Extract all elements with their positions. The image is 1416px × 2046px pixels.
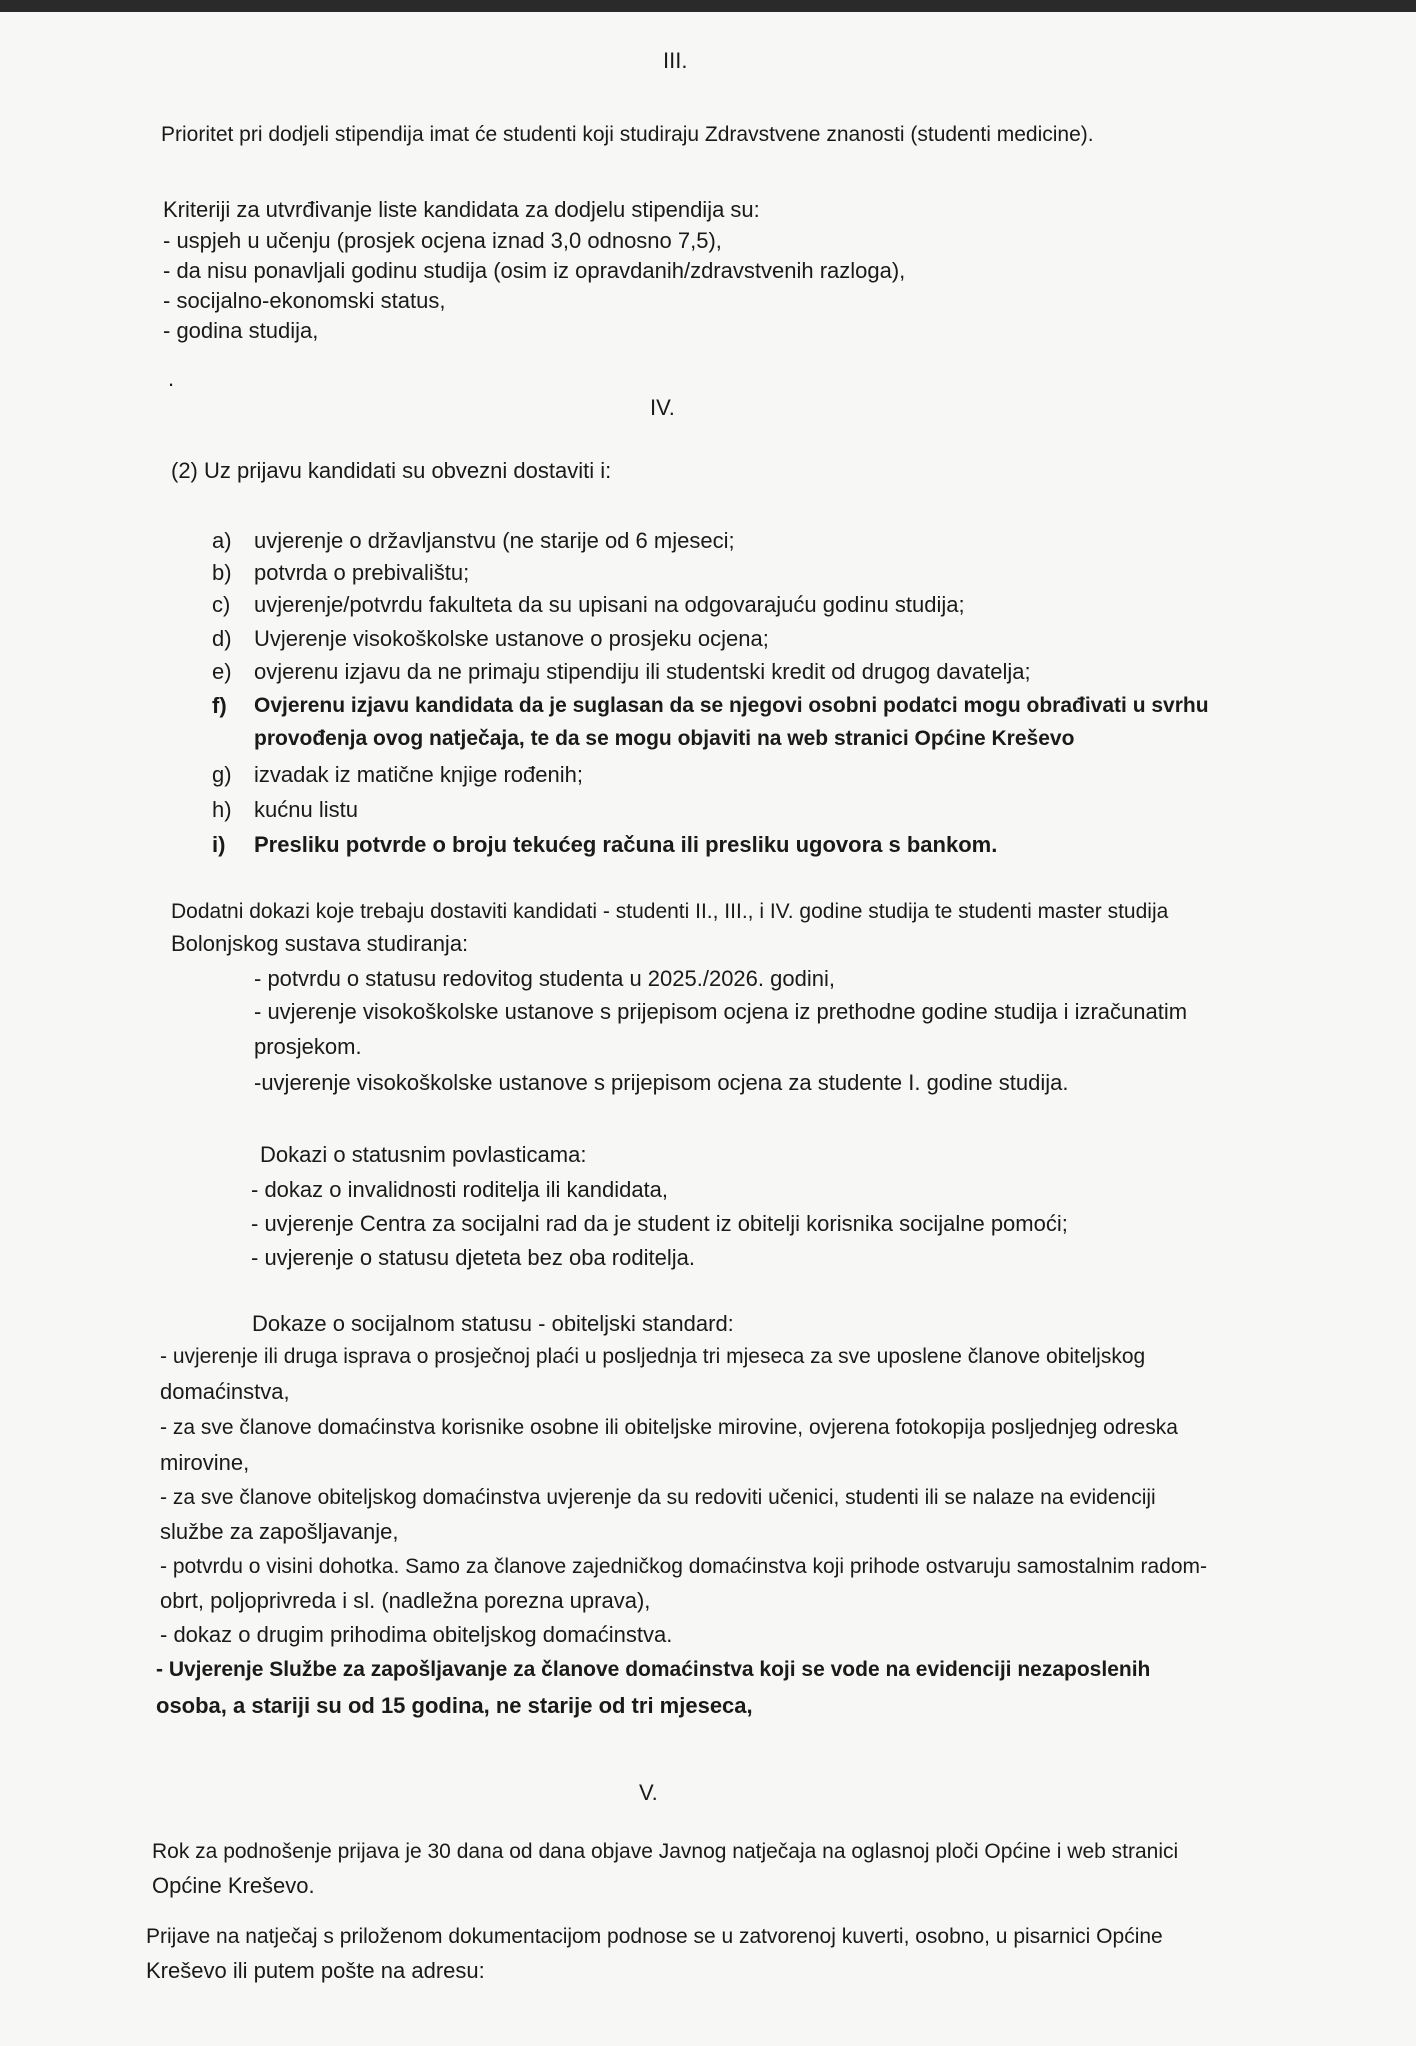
priority-paragraph: Prioritet pri dodjeli stipendija imat će studenti koji studiraju Zdravstvene znanosti (studenti medicine). [161, 123, 1094, 146]
social-status-line: - uvjerenje ili druga isprava o prosječnoj plaći u posljednja tri mjeseca za sve uposlene članove obiteljskog [160, 1345, 1146, 1368]
status-privilege-item: - uvjerenje o statusu djeteta bez oba roditelja. [251, 1245, 695, 1270]
social-status-line: - za sve članove obiteljskog domaćinstva uvjerenje da su redoviti učenici, studenti ili se nalaze na evidenciji [160, 1486, 1156, 1509]
social-status-line: - za sve članove domaćinstva korisnike osobne ili obiteljske mirovine, ovjerena fotokopija posljednjeg odreska [160, 1416, 1178, 1439]
social-status-line: - potvrdu o visini dohotka. Samo za članove zajedničkog domaćinstva koji prihode ostvaruju samostalnim radom- [160, 1555, 1208, 1578]
submission-paragraph: Prijave na natječaj s priloženom dokumentacijom podnose se u zatvorenoj kuverti, osobno, u pisarnici Općine [146, 1925, 1163, 1948]
criteria-item: - socijalno-ekonomski status, [163, 288, 446, 313]
criteria-title: Kriteriji za utvrđivanje liste kandidata za dodjelu stipendija su: [163, 197, 760, 222]
item-letter: g) [212, 762, 232, 787]
document-item-text: kućnu listu [254, 797, 358, 822]
additional-proof-item: -uvjerenje visokoškolske ustanove s prijepisom ocjena za studente I. godine studija. [254, 1070, 1069, 1095]
criteria-item: - godina studija, [163, 318, 319, 343]
criteria-item: - da nisu ponavljali godinu studija (osim iz opravdanih/zdravstvenih razloga), [163, 258, 906, 283]
document-item-text: Ovjerenu izjavu kandidata da je suglasan da se njegovi osobni podatci mogu obrađivati u svrhu [254, 694, 1209, 717]
criteria-item: - uspjeh u učenju (prosjek ocjena iznad 3,0 odnosno 7,5), [163, 228, 722, 253]
social-status-line: mirovine, [160, 1450, 250, 1475]
status-privilege-item: - uvjerenje Centra za socijalni rad da je student iz obitelji korisnika socijalne pomoći; [251, 1211, 1068, 1236]
item-letter: c) [212, 592, 231, 617]
item-letter: d) [212, 626, 232, 651]
item-letter: f) [212, 693, 227, 718]
section-heading-iii: III. [663, 48, 688, 73]
document-item-text: ovjerenu izjavu da ne primaju stipendiju ili studentski kredit od drugog davatelja; [254, 659, 1031, 684]
status-privilege-item: - dokaz o invalidnosti roditelja ili kandidata, [251, 1177, 669, 1202]
additional-proof-item-continued: prosjekom. [254, 1034, 362, 1059]
social-status-bold-line: - Uvjerenje Službe za zapošljavanje za članove domaćinstva koji se vode na evidenciji nezaposlenih [156, 1658, 1151, 1681]
additional-proof-item: - uvjerenje visokoškolske ustanove s prijepisom ocjena iz prethodne godine studija i izračunatim [254, 999, 1188, 1024]
item-letter: i) [212, 832, 226, 857]
additional-proofs-intro-continued: Bolonjskog sustava studiranja: [171, 931, 469, 956]
status-privileges-title: Dokazi o statusnim povlasticama: [260, 1142, 587, 1167]
additional-proof-item: - potvrdu o statusu redovitog studenta u 2025./2026. godini, [254, 966, 835, 991]
social-status-line: - dokaz o drugim prihodima obiteljskog domaćinstva. [160, 1622, 673, 1647]
stray-dot: . [168, 366, 175, 391]
item-letter: h) [212, 797, 232, 822]
deadline-paragraph-continued: Općine Kreševo. [152, 1873, 315, 1898]
document-item-text: izvadak iz matične knjige rođenih; [254, 762, 583, 787]
documents-intro: (2) Uz prijavu kandidati su obvezni dostaviti i: [171, 458, 612, 483]
social-status-line: obrt, poljoprivreda i sl. (nadležna porezna uprava), [160, 1588, 651, 1613]
submission-paragraph-continued: Kreševo ili putem pošte na adresu: [146, 1958, 485, 1983]
document-item-text: Presliku potvrde o broju tekućeg računa ili presliku ugovora s bankom. [254, 832, 998, 857]
section-heading-v: V. [639, 1780, 658, 1805]
item-letter: e) [212, 659, 232, 684]
social-status-line: domaćinstva, [160, 1379, 290, 1404]
social-status-bold-line: osoba, a stariji su od 15 godina, ne starije od tri mjeseca, [156, 1693, 753, 1718]
social-status-line: službe za zapošljavanje, [160, 1519, 399, 1544]
section-heading-iv: IV. [650, 395, 675, 420]
item-letter: b) [212, 560, 232, 585]
document-item-text: uvjerenje/potvrdu fakulteta da su upisani na odgovarajuću godinu studija; [254, 592, 965, 617]
additional-proofs-intro: Dodatni dokazi koje trebaju dostaviti kandidati - studenti II., III., i IV. godine studija te studenti master studija [171, 900, 1169, 923]
document-item-text: potvrda o prebivalištu; [254, 560, 470, 585]
document-item-text-continued: provođenja ovog natječaja, te da se mogu objaviti na web stranici Općine Kreševo [254, 727, 1075, 750]
item-letter: a) [212, 528, 232, 553]
social-status-title: Dokaze o socijalnom statusu - obiteljski standard: [252, 1311, 734, 1336]
deadline-paragraph: Rok za podnošenje prijava je 30 dana od dana objave Javnog natječaja na oglasnoj ploči Općine i web stranici [152, 1840, 1179, 1863]
document-item-text: Uvjerenje visokoškolske ustanove o prosjeku ocjena; [254, 626, 769, 651]
document-item-text: uvjerenje o državljanstvu (ne starije od 6 mjeseci; [254, 528, 735, 553]
